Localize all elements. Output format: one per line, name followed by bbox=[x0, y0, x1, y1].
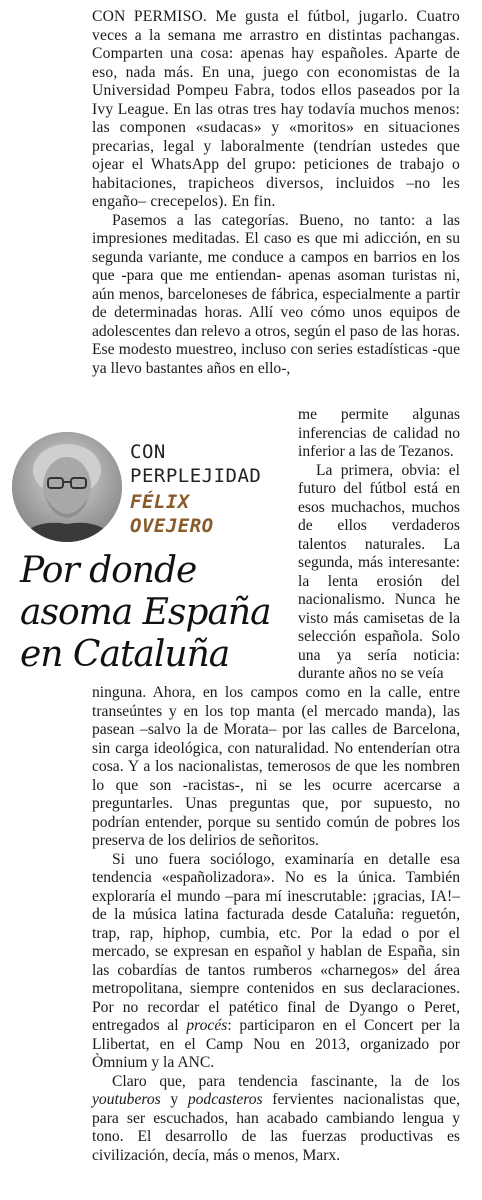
paragraph-4: Si uno fuera sociólogo, examinaría en detalle esa tendencia «españolizadora». No es la única. También exploraría el mundo –para mí inescrutable: ¡gracias, IA!– de la música latina facturada desde Cataluña: reguetón, trap, rap, hiphop, cumbia, etc. Por la edad o por el mercado, se expresan en español y hablan de España, sin las cobardías de tantos rumberos «charnegos» del área metropolitana, siempre contenidos en sus declaraciones. Por no recordar el patético final de Dyango o Peret, entregados al procés: participaron en el Concert per la Llibertat, en el Camp Nou en 2013, organizado por Òmnium y la ANC. bbox=[92, 850, 460, 1071]
author-first-name: FÉLIX bbox=[130, 491, 190, 513]
article-body-narrow bbox=[298, 406, 460, 684]
italic-youtuberos: youtuberos bbox=[92, 1091, 161, 1108]
paragraph-1: CON PERMISO. Me gusta el fútbol, jugarlo. Cuatro veces a la semana me arrastro en distintas pachangas. Comparten una cosa: apenas hay españoles. Aparte de eso, nada más. En una, juego con economistas de la Universidad Pompeu Fabra, todos ellos paseados por la Ivy League. En las otras tres hay todavía muchos menos: las componen «sudacas» y «moritos» en situaciones precarias, legal y laboralmente (tendrían ustedes que ojear el WhatsApp del grupo: peticiones de trabajo o habitaciones, trapicheos diversos, incluidos –no les engaño– crecepelos). En fin. bbox=[92, 8, 460, 210]
author-portrait-image bbox=[12, 432, 122, 542]
paragraph-2: Pasemos a las categorías. Bueno, no tanto: a las impresiones meditadas. El caso es que mi adicción, en su segunda variante, me conduce a campos en barrios en los que -para que me entiendan- apenas asoman turistas ni, aún menos, barceloneses de fábrica, especialmente a partir de determinadas horas. Allí veo cómo unos equipos de adolescentes dan relevo a otros, según el paso de las horas. Ese modesto muestreo, incluso con series estadísticas -que ya llevo bastantes años en ello-, bbox=[92, 211, 460, 377]
author-photo bbox=[12, 432, 122, 542]
headline-line-1: Por donde bbox=[20, 550, 197, 591]
paragraph-3: La primera, obvia: el futuro del fútbol está en esos muchachos, muchos de ellos verdaderos talentos naturales. La segunda, más interesante: la lenta erosión del nacionalismo. Nunca he visto más camisetas de la selección española. Solo una ya sería noticia: durante años no se veía bbox=[298, 461, 460, 682]
italic-proces: procés bbox=[186, 1017, 228, 1034]
column-kicker bbox=[130, 440, 261, 488]
author-last-name: OVEJERO bbox=[130, 515, 214, 537]
italic-podcasteros: podcasteros bbox=[187, 1091, 263, 1108]
kicker-line-2: PERPLEJIDAD bbox=[130, 465, 262, 487]
headline-line-2: asoma España bbox=[20, 592, 271, 633]
article-body-upper bbox=[92, 8, 460, 378]
headline-line-3: en Cataluña bbox=[20, 634, 230, 675]
article-body-lower bbox=[92, 684, 460, 1165]
paragraph-3-continued: ninguna. Ahora, en los campos como en la calle, entre transeúntes y en los top manta (el mercado manda), las pasean –salvo la de Morata– por las calles de Barcelona, sin carga ideológica, con naturalidad. No entenderían otra cosa. Y a los nacionalistas, temerosos de que les nombren lo que son -racistas-, ni se les ocurre acercarse a preguntarles. Unas preguntas que, por supuesto, no podrían entender, porque su sentido común de pobres los preserva de los delirios de señoritos. bbox=[92, 684, 460, 849]
kicker-line-1: CON bbox=[130, 441, 166, 463]
author-name bbox=[130, 490, 214, 538]
paragraph-2-continued: me permite algunas inferencias de calidad no inferior a las de Tezanos. bbox=[298, 406, 460, 460]
paragraph-5: Claro que, para tendencia fascinante, la de los youtuberos y podcasteros fervientes nacionalistas que, para ser escuchados, han acabado cambiando lengua y tono. El desarrollo de las fuerzas productivas es civilización, decía, más o menos, Marx. bbox=[92, 1072, 460, 1164]
headline bbox=[20, 550, 300, 676]
